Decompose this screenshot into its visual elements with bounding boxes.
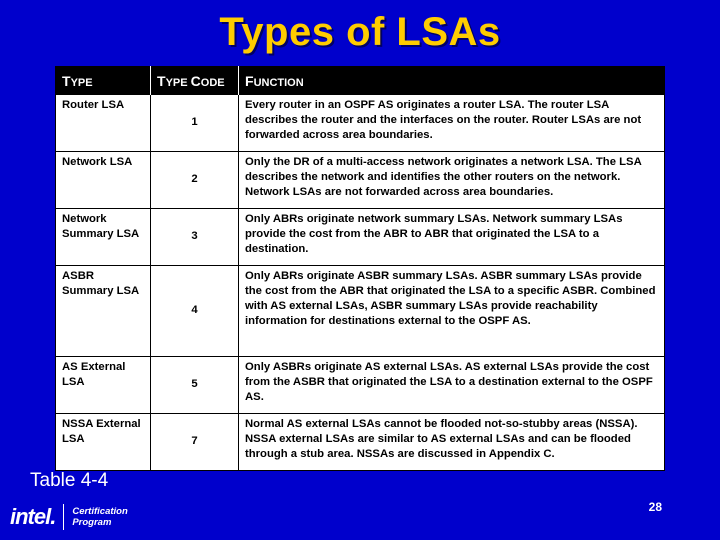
lsa-function-cell: Normal AS external LSAs cannot be flooded not-so-stubby areas (NSSA). NSSA external LSAs are similar to AS external LSAs and can be flooded through a stub area. NSSAs are discussed in Appendix C. (239, 414, 665, 471)
lsa-type-cell: Router LSA (56, 95, 151, 152)
table-header-row (56, 67, 665, 95)
table-row (56, 357, 665, 414)
certification-program-label: Certification Program (72, 506, 128, 528)
table-row (56, 152, 665, 209)
table-row (56, 266, 665, 357)
lsa-type-cell: AS External LSA (56, 357, 151, 414)
header-type: TYPE (56, 67, 151, 95)
slide-title: Types of LSAs (219, 10, 501, 54)
lsa-code-cell: 5 (151, 357, 239, 414)
intel-logo: intel. (10, 504, 56, 529)
lsa-type-cell: ASBR Summary LSA (56, 266, 151, 357)
lsa-code-cell: 3 (151, 209, 239, 266)
lsa-code-cell: 4 (151, 266, 239, 357)
lsa-function-cell: Only ABRs originate ASBR summary LSAs. ASBR summary LSAs provide the cost from the ABR that originated the LSA to a specific ASBR. Combined with AS external LSAs, ASBR summary LSAs provide reachability information for destinations external to the OSPF AS. (239, 266, 665, 357)
lsa-code-cell: 2 (151, 152, 239, 209)
table-row (56, 209, 665, 266)
lsa-type-cell: NSSA External LSA (56, 414, 151, 471)
lsa-code-cell: 1 (151, 95, 239, 152)
lsa-type-cell: Network Summary LSA (56, 209, 151, 266)
header-function: FUNCTION (239, 67, 665, 95)
lsa-function-cell: Only the DR of a multi-access network originates a network LSA. The LSA describes the network and identifies the other routers on the network. Network LSAs are not forwarded across area boundaries. (239, 152, 665, 209)
intel-certification-logo (10, 504, 128, 530)
table-row (56, 414, 665, 471)
lsa-function-cell: Only ASBRs originate AS external LSAs. AS external LSAs provide the cost from the ASBR that originated the LSA to a destination external to the OSPF AS. (239, 357, 665, 414)
lsa-function-cell: Every router in an OSPF AS originates a router LSA. The router LSA describes the router and the interfaces on the router. Router LSAs are not forwarded across area boundaries. (239, 95, 665, 152)
page-number: 28 (648, 500, 662, 514)
table-caption: Table 4-4 (30, 470, 109, 491)
logo-divider (63, 504, 64, 530)
lsa-code-cell: 7 (151, 414, 239, 471)
table-row (56, 95, 665, 152)
header-type-code: TYPE CODE (151, 67, 239, 95)
lsa-function-cell: Only ABRs originate network summary LSAs. Network summary LSAs provide the cost from the ABR to ABR that originated the LSA to a destination. (239, 209, 665, 266)
lsa-types-table (55, 66, 665, 471)
lsa-type-cell: Network LSA (56, 152, 151, 209)
